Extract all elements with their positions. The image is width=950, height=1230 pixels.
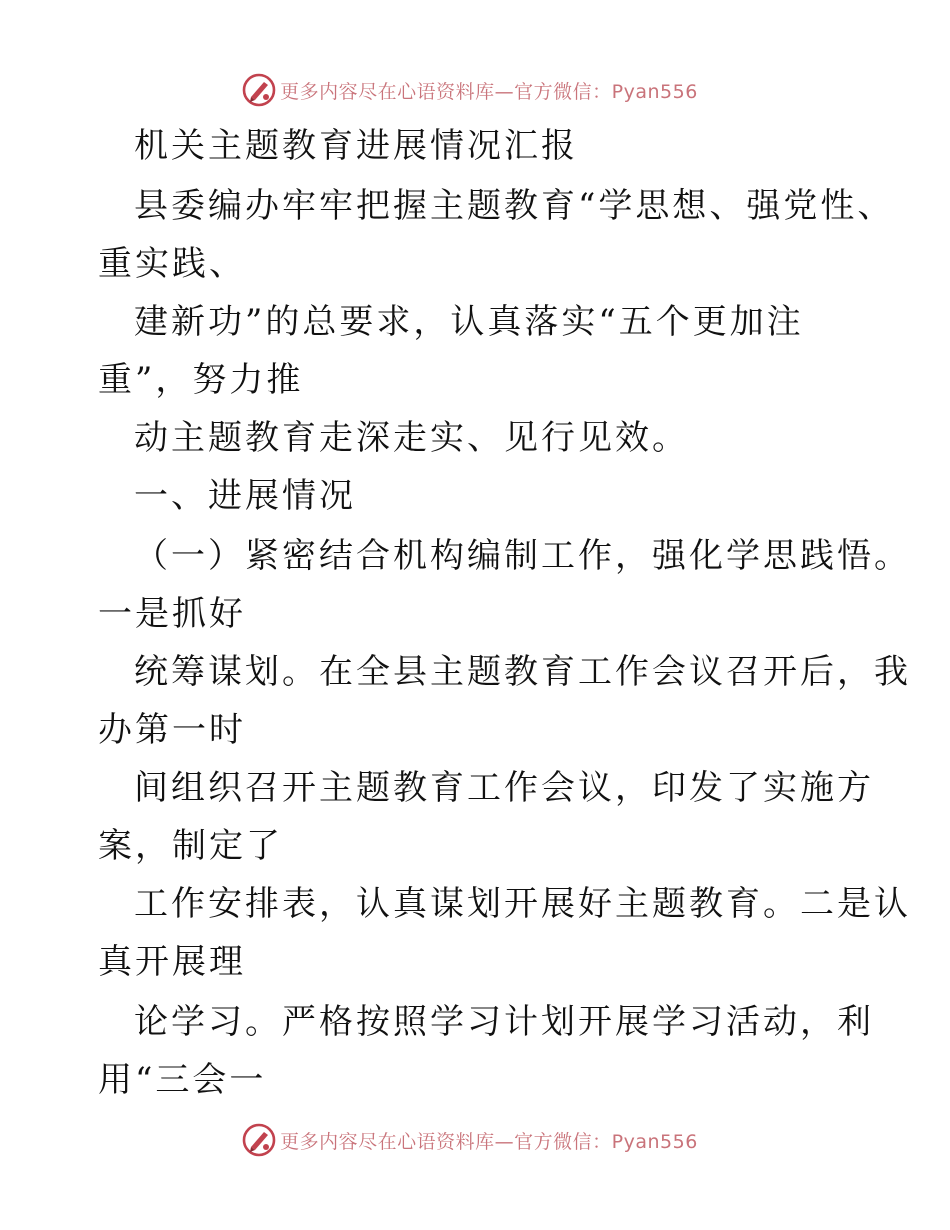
footer-watermark bbox=[0, 1122, 950, 1158]
doc-line: 办第一时 bbox=[98, 710, 246, 750]
doc-line: 重实践、 bbox=[98, 244, 246, 284]
doc-title: 机关主题教育进展情况汇报 bbox=[134, 126, 578, 166]
doc-line: 间组织召开主题教育工作会议，印发了实施方 bbox=[134, 768, 874, 808]
watermark-group bbox=[242, 73, 698, 107]
doc-line: 论学习。严格按照学习计划开展学习活动，利 bbox=[134, 1002, 874, 1042]
doc-line: 动主题教育走深走实、见行见效。 bbox=[134, 418, 689, 458]
doc-line: 案，制定了 bbox=[98, 826, 283, 866]
watermark-group bbox=[242, 1123, 698, 1157]
pen-seal-logo-icon bbox=[242, 73, 276, 107]
watermark-text: 更多内容尽在心语资料库—官方微信：Pyan556 bbox=[280, 80, 698, 103]
doc-line: 工作安排表，认真谋划开展好主题教育。二是认 bbox=[134, 884, 911, 924]
pen-seal-logo-icon bbox=[242, 1123, 276, 1157]
doc-line: 建新功”的总要求，认真落实“五个更加注 bbox=[134, 302, 804, 342]
doc-line: 用“三会一 bbox=[98, 1060, 267, 1100]
doc-line: 真开展理 bbox=[98, 942, 246, 982]
doc-line: 县委编办牢牢把握主题教育“学思想、强党性、 bbox=[134, 186, 895, 226]
section-heading: 一、进展情况 bbox=[134, 476, 356, 516]
doc-line: 重”，努力推 bbox=[98, 360, 304, 400]
doc-line: 统筹谋划。在全县主题教育工作会议召开后，我 bbox=[134, 652, 911, 692]
header-watermark bbox=[0, 72, 950, 108]
doc-line: 一是抓好 bbox=[98, 594, 246, 634]
subsection-heading: （一）紧密结合机构编制工作，强化学思践悟。 bbox=[134, 536, 911, 576]
watermark-text: 更多内容尽在心语资料库—官方微信：Pyan556 bbox=[280, 1130, 698, 1153]
